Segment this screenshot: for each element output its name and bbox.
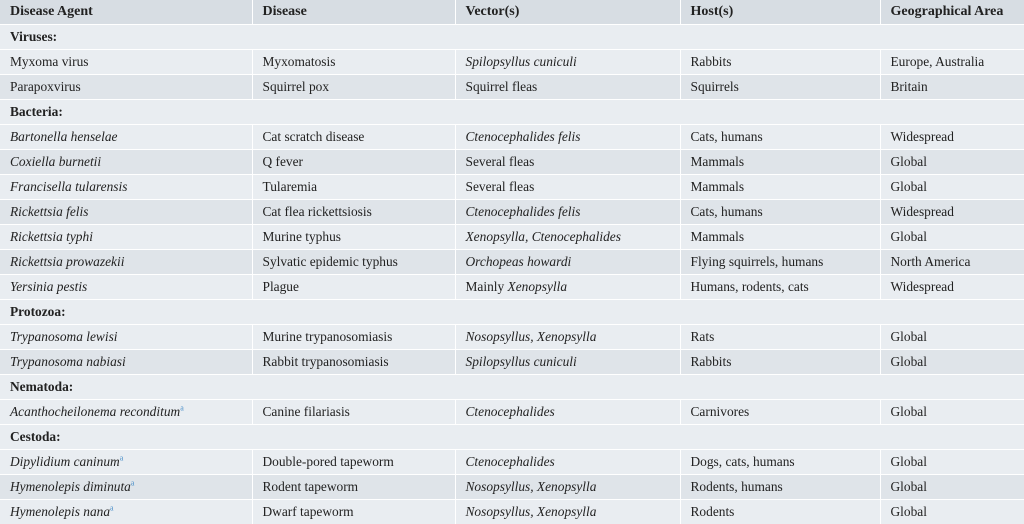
cell-geographical-area	[880, 325, 1024, 350]
cell-geographical-area	[880, 250, 1024, 275]
cell-disease-agent	[0, 275, 252, 300]
table-row	[0, 125, 1024, 150]
table-header	[0, 0, 1024, 25]
cell-hosts-text: Mammals	[691, 229, 745, 244]
cell-geographical-area-text: Europe, Australia	[891, 54, 985, 69]
cell-hosts	[680, 450, 880, 475]
table-row	[0, 275, 1024, 300]
cell-hosts-text: Carnivores	[691, 404, 750, 419]
cell-geographical-area	[880, 350, 1024, 375]
cell-vectors	[455, 125, 680, 150]
cell-hosts	[680, 475, 880, 500]
cell-disease-agent-text: Myxoma virus	[10, 54, 88, 69]
cell-hosts	[680, 500, 880, 524]
cell-disease	[252, 350, 455, 375]
cell-disease-text: Double-pored tapeworm	[263, 454, 394, 469]
cell-geographical-area	[880, 500, 1024, 524]
cell-disease-agent	[0, 200, 252, 225]
cell-vectors	[455, 275, 680, 300]
cell-disease-agent	[0, 450, 252, 475]
cell-disease-text: Murine trypanosomiasis	[263, 329, 393, 344]
cell-geographical-area-text: Global	[891, 229, 927, 244]
cell-disease-agent-text: Dipylidium caninum	[10, 454, 120, 469]
cell-hosts-text: Cats, humans	[691, 204, 763, 219]
cell-disease-text: Rodent tapeworm	[263, 479, 359, 494]
cell-hosts	[680, 275, 880, 300]
cell-disease	[252, 75, 455, 100]
cell-hosts-text: Humans, rodents, cats	[691, 279, 809, 294]
cell-vectors	[455, 75, 680, 100]
cell-disease	[252, 400, 455, 425]
cell-geographical-area-text: Global	[891, 354, 927, 369]
cell-hosts	[680, 400, 880, 425]
category-row	[0, 425, 1024, 450]
cell-hosts	[680, 350, 880, 375]
cell-disease	[252, 200, 455, 225]
category-label: Nematoda:	[0, 375, 1024, 400]
cell-hosts	[680, 50, 880, 75]
cell-vectors	[455, 350, 680, 375]
cell-disease-agent-text: Rickettsia felis	[10, 204, 88, 219]
cell-vectors-text: Nosopsyllus, Xenopsylla	[466, 329, 597, 344]
vector-genus: Xenopsylla	[508, 279, 568, 294]
cell-disease-agent-text: Parapoxvirus	[10, 79, 81, 94]
table-body	[0, 25, 1024, 524]
cell-vectors	[455, 400, 680, 425]
cell-vectors	[455, 150, 680, 175]
cell-vectors-text: Ctenocephalides	[466, 404, 555, 419]
cell-disease-agent-text: Rickettsia prowazekii	[10, 254, 124, 269]
cell-disease-agent	[0, 150, 252, 175]
category-label: Viruses:	[0, 25, 1024, 50]
cell-disease	[252, 150, 455, 175]
cell-vectors-text: Orchopeas howardi	[466, 254, 572, 269]
category-label: Protozoa:	[0, 300, 1024, 325]
cell-disease-agent	[0, 175, 252, 200]
category-label: Bacteria:	[0, 100, 1024, 125]
cell-disease-text: Squirrel pox	[263, 79, 330, 94]
cell-vectors-text: Ctenocephalides felis	[466, 129, 581, 144]
cell-geographical-area-text: Global	[891, 154, 927, 169]
cell-disease-agent	[0, 250, 252, 275]
cell-disease-agent	[0, 325, 252, 350]
table-row	[0, 325, 1024, 350]
cell-disease-text: Sylvatic epidemic typhus	[263, 254, 398, 269]
cell-disease-agent	[0, 350, 252, 375]
category-label: Cestoda:	[0, 425, 1024, 450]
footnote-marker: a	[180, 404, 184, 413]
cell-disease	[252, 125, 455, 150]
cell-hosts-text: Squirrels	[691, 79, 739, 94]
cell-disease-text: Plague	[263, 279, 299, 294]
table-row	[0, 475, 1024, 500]
category-row	[0, 375, 1024, 400]
cell-disease-agent	[0, 125, 252, 150]
cell-hosts	[680, 250, 880, 275]
table-row	[0, 400, 1024, 425]
cell-disease-agent-text: Hymenolepis nana	[10, 504, 110, 519]
table-row	[0, 225, 1024, 250]
cell-geographical-area	[880, 225, 1024, 250]
cell-hosts	[680, 75, 880, 100]
category-row	[0, 100, 1024, 125]
cell-disease-text: Dwarf tapeworm	[263, 504, 354, 519]
cell-geographical-area	[880, 200, 1024, 225]
cell-disease-text: Cat flea rickettsiosis	[263, 204, 372, 219]
table-row	[0, 175, 1024, 200]
cell-hosts-text: Dogs, cats, humans	[691, 454, 795, 469]
table-row	[0, 250, 1024, 275]
cell-disease	[252, 275, 455, 300]
cell-hosts	[680, 125, 880, 150]
cell-disease-text: Q fever	[263, 154, 304, 169]
table-row	[0, 150, 1024, 175]
table-row	[0, 50, 1024, 75]
cell-vectors-text: Squirrel fleas	[466, 79, 538, 94]
cell-disease-agent-text: Yersinia pestis	[10, 279, 87, 294]
cell-hosts-text: Rats	[691, 329, 715, 344]
vector-qualifier: Mainly	[466, 279, 508, 294]
cell-vectors-text: Several fleas	[466, 154, 535, 169]
footnote-marker: a	[131, 479, 135, 488]
cell-disease-agent-text: Rickettsia typhi	[10, 229, 93, 244]
cell-vectors	[455, 450, 680, 475]
cell-disease	[252, 225, 455, 250]
cell-disease	[252, 325, 455, 350]
header-row	[0, 0, 1024, 25]
table-row	[0, 500, 1024, 524]
cell-geographical-area-text: Global	[891, 479, 927, 494]
cell-vectors-text: Nosopsyllus, Xenopsylla	[466, 479, 597, 494]
cell-hosts-text: Rabbits	[691, 54, 732, 69]
header-geographical-area: Geographical Area	[880, 0, 1024, 25]
cell-geographical-area-text: Britain	[891, 79, 928, 94]
cell-hosts	[680, 150, 880, 175]
cell-vectors	[455, 175, 680, 200]
table-row	[0, 350, 1024, 375]
cell-disease-agent-text: Trypanosoma lewisi	[10, 329, 118, 344]
cell-hosts	[680, 325, 880, 350]
category-row	[0, 25, 1024, 50]
table-row	[0, 200, 1024, 225]
cell-disease-agent	[0, 475, 252, 500]
cell-geographical-area	[880, 275, 1024, 300]
footnote-marker: a	[110, 504, 114, 513]
cell-hosts-text: Cats, humans	[691, 129, 763, 144]
cell-disease-agent-text: Francisella tularensis	[10, 179, 127, 194]
cell-disease	[252, 175, 455, 200]
cell-disease-agent-text: Acanthocheilonema reconditum	[10, 404, 180, 419]
cell-hosts-text: Rodents, humans	[691, 479, 783, 494]
cell-vectors	[455, 50, 680, 75]
cell-disease-agent-text: Hymenolepis diminuta	[10, 479, 131, 494]
cell-disease-agent	[0, 500, 252, 524]
cell-vectors-text: Xenopsylla, Ctenocephalides	[466, 229, 621, 244]
cell-geographical-area	[880, 125, 1024, 150]
header-disease: Disease	[252, 0, 455, 25]
cell-geographical-area-text: Global	[891, 404, 927, 419]
cell-vectors-text: Several fleas	[466, 179, 535, 194]
cell-vectors	[455, 250, 680, 275]
cell-geographical-area	[880, 150, 1024, 175]
cell-geographical-area	[880, 400, 1024, 425]
cell-vectors-text: Spilopsyllus cuniculi	[466, 354, 577, 369]
cell-vectors	[455, 200, 680, 225]
cell-disease-text: Canine filariasis	[263, 404, 350, 419]
cell-disease-text: Rabbit trypanosomiasis	[263, 354, 389, 369]
cell-disease-agent-text: Coxiella burnetii	[10, 154, 101, 169]
cell-disease-agent-text: Bartonella henselae	[10, 129, 117, 144]
header-disease-agent: Disease Agent	[0, 0, 252, 25]
cell-disease-agent	[0, 225, 252, 250]
cell-vectors	[455, 225, 680, 250]
cell-disease-text: Myxomatosis	[263, 54, 336, 69]
cell-geographical-area-text: Global	[891, 454, 927, 469]
cell-disease-agent	[0, 75, 252, 100]
cell-hosts	[680, 225, 880, 250]
category-row	[0, 300, 1024, 325]
cell-hosts-text: Mammals	[691, 179, 745, 194]
cell-vectors-text: Spilopsyllus cuniculi	[466, 54, 577, 69]
cell-hosts-text: Rabbits	[691, 354, 732, 369]
cell-vectors-text: Ctenocephalides felis	[466, 204, 581, 219]
cell-geographical-area	[880, 175, 1024, 200]
cell-vectors-text: Ctenocephalides	[466, 454, 555, 469]
cell-disease	[252, 50, 455, 75]
cell-vectors	[455, 500, 680, 524]
cell-geographical-area-text: Widespread	[891, 129, 954, 144]
header-hosts: Host(s)	[680, 0, 880, 25]
cell-geographical-area	[880, 475, 1024, 500]
cell-geographical-area	[880, 75, 1024, 100]
table-row	[0, 450, 1024, 475]
cell-geographical-area-text: North America	[891, 254, 971, 269]
cell-vectors	[455, 475, 680, 500]
cell-disease	[252, 475, 455, 500]
cell-disease-agent	[0, 400, 252, 425]
cell-geographical-area-text: Global	[891, 504, 927, 519]
cell-disease-text: Tularemia	[263, 179, 318, 194]
cell-geographical-area-text: Global	[891, 179, 927, 194]
cell-disease	[252, 450, 455, 475]
cell-hosts-text: Rodents	[691, 504, 735, 519]
cell-geographical-area-text: Global	[891, 329, 927, 344]
cell-disease-text: Murine typhus	[263, 229, 341, 244]
cell-hosts-text: Flying squirrels, humans	[691, 254, 824, 269]
cell-disease	[252, 250, 455, 275]
cell-disease-agent-text: Trypanosoma nabiasi	[10, 354, 126, 369]
table-row	[0, 75, 1024, 100]
header-vectors: Vector(s)	[455, 0, 680, 25]
cell-geographical-area	[880, 450, 1024, 475]
cell-geographical-area	[880, 50, 1024, 75]
cell-vectors-text: Nosopsyllus, Xenopsylla	[466, 504, 597, 519]
cell-hosts	[680, 175, 880, 200]
cell-geographical-area-text: Widespread	[891, 204, 954, 219]
cell-vectors	[455, 325, 680, 350]
cell-geographical-area-text: Widespread	[891, 279, 954, 294]
cell-disease-text: Cat scratch disease	[263, 129, 365, 144]
cell-hosts	[680, 200, 880, 225]
cell-disease-agent	[0, 50, 252, 75]
cell-hosts-text: Mammals	[691, 154, 745, 169]
footnote-marker: a	[120, 454, 124, 463]
cell-disease	[252, 500, 455, 524]
